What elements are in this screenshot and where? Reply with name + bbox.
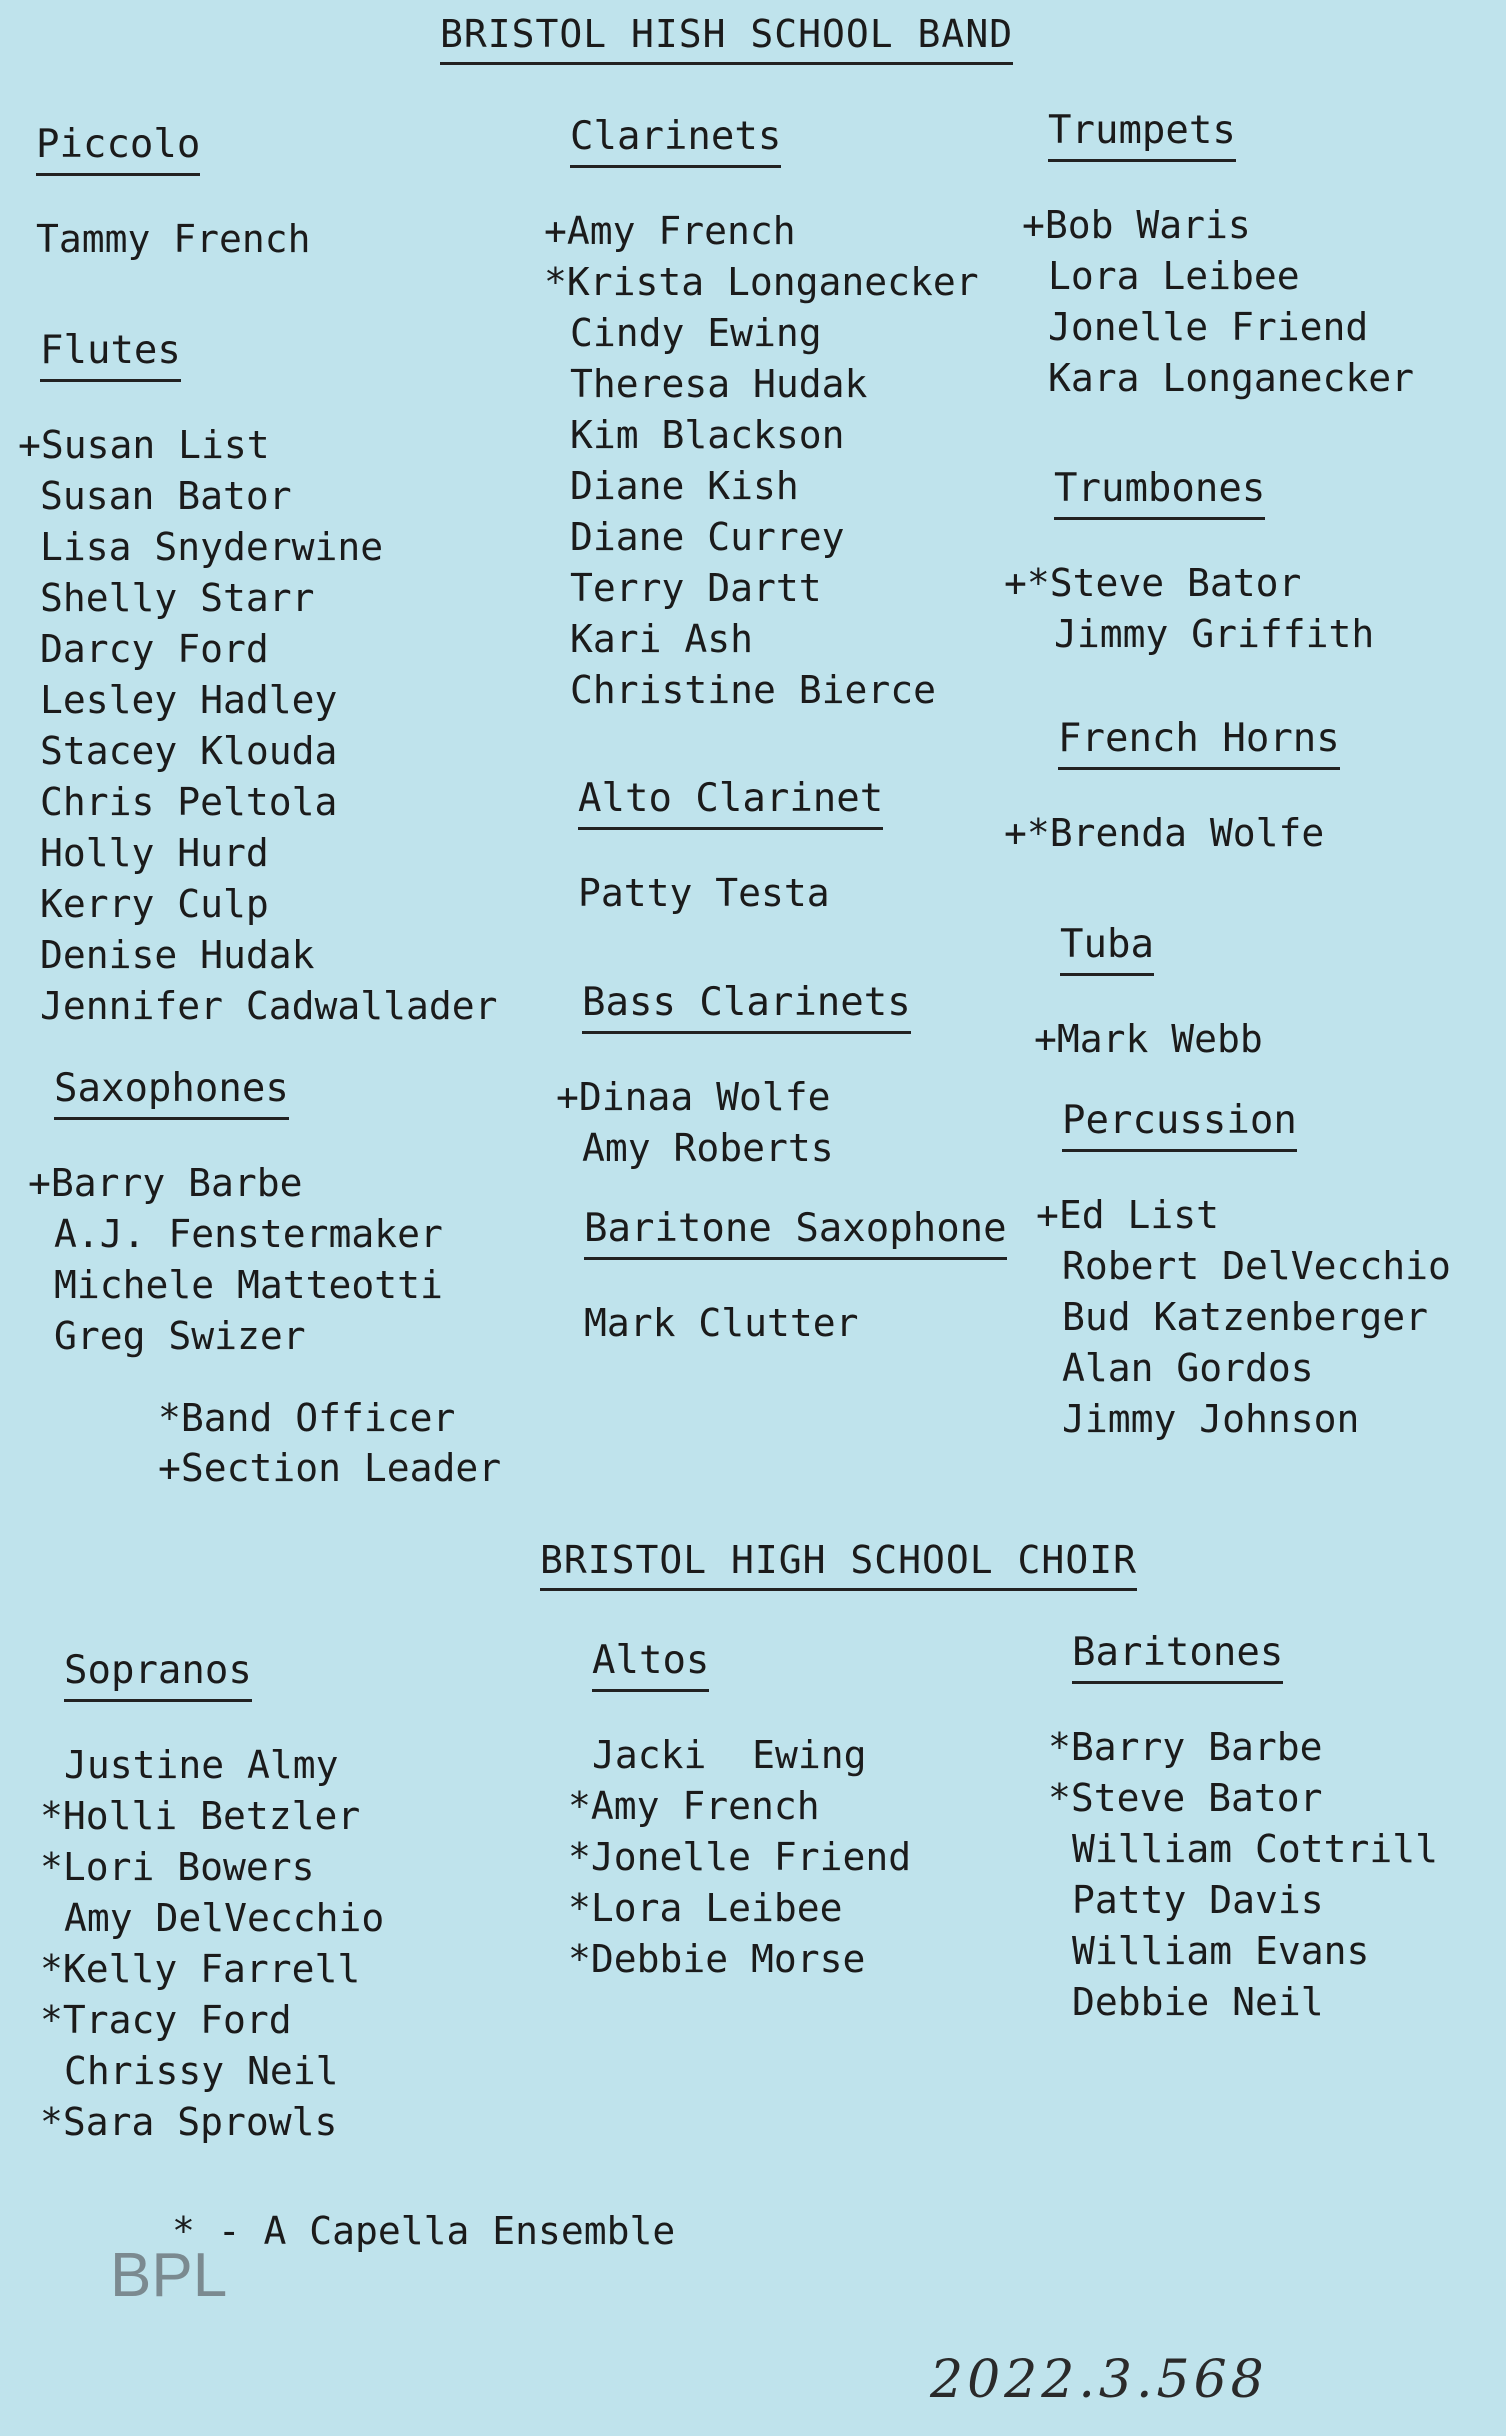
section-tuba — [1034, 922, 1263, 1065]
member-name: *Krista Longanecker — [544, 260, 979, 304]
member-name: Bud Katzenberger — [1062, 1295, 1429, 1339]
member-name: Greg Swizer — [54, 1314, 306, 1358]
legend-section-leader: +Section Leader — [158, 1446, 502, 1490]
member-name: Theresa Hudak — [570, 362, 868, 406]
member-name: William Cottrill — [1072, 1827, 1439, 1871]
member-name: *Tracy Ford — [40, 1998, 292, 2042]
member-name: *Steve Bator — [1048, 1776, 1323, 1820]
section-alto-clarinet — [578, 776, 883, 919]
section-trombones — [1004, 466, 1375, 660]
band-legend — [158, 1393, 501, 1493]
section-heading: Trumbones — [1054, 466, 1265, 520]
member-name: +Amy French — [544, 209, 796, 253]
choir-title: BRISTOL HIGH SCHOOL CHOIR — [540, 1538, 1137, 1591]
member-name: Diane Kish — [570, 464, 799, 508]
member-name: Jimmy Johnson — [1062, 1397, 1360, 1441]
section-french-horns — [1004, 716, 1340, 859]
section-heading: Alto Clarinet — [578, 776, 883, 830]
member-name: Susan Bator — [40, 474, 292, 518]
choir-legend: * - A Capella Ensemble — [172, 2209, 676, 2253]
member-name: *Debbie Morse — [568, 1937, 866, 1981]
member-name: Denise Hudak — [40, 933, 315, 977]
member-name: *Kelly Farrell — [40, 1947, 361, 1991]
section-baritones — [1048, 1630, 1439, 2028]
member-name: A.J. Fenstermaker — [54, 1212, 443, 1256]
member-name: Chris Peltola — [40, 780, 338, 824]
section-heading: Tuba — [1060, 922, 1154, 976]
member-name: Kerry Culp — [40, 882, 269, 926]
section-heading: Baritone Saxophone — [584, 1206, 1007, 1260]
member-name: William Evans — [1072, 1929, 1370, 1973]
member-name: Jacki Ewing — [592, 1733, 867, 1777]
member-name: *Jonelle Friend — [568, 1835, 912, 1879]
section-heading: Trumpets — [1048, 108, 1236, 162]
member-name: +Barry Barbe — [28, 1161, 303, 1205]
member-name: Darcy Ford — [40, 627, 269, 671]
section-sopranos — [40, 1648, 385, 2148]
section-bass-clarinets — [556, 980, 911, 1174]
member-name: Lesley Hadley — [40, 678, 338, 722]
member-name: Terry Dartt — [570, 566, 822, 610]
band-title: BRISTOL HISH SCHOOL BAND — [440, 12, 1013, 65]
legend-band-officer: *Band Officer — [158, 1396, 456, 1440]
member-name: *Lori Bowers — [40, 1845, 315, 1889]
member-name: Patty Davis — [1072, 1878, 1324, 1922]
section-clarinets — [544, 114, 979, 716]
member-name: Amy DelVecchio — [64, 1896, 385, 1940]
member-name: Amy Roberts — [582, 1126, 834, 1170]
member-name: +*Steve Bator — [1004, 561, 1302, 605]
member-name: *Sara Sprowls — [40, 2100, 338, 2144]
section-piccolo — [36, 122, 311, 265]
member-name: Lisa Snyderwine — [40, 525, 384, 569]
member-name: +Ed List — [1036, 1193, 1220, 1237]
member-name: Patty Testa — [578, 871, 830, 915]
section-heading: Baritones — [1072, 1630, 1283, 1684]
member-name: +*Brenda Wolfe — [1004, 811, 1325, 855]
section-heading: French Horns — [1058, 716, 1340, 770]
section-heading: Percussion — [1062, 1098, 1297, 1152]
member-name: *Barry Barbe — [1048, 1725, 1323, 1769]
member-name: Diane Currey — [570, 515, 845, 559]
member-name: Michele Matteotti — [54, 1263, 443, 1307]
member-name: Tammy French — [36, 217, 311, 261]
member-name: Shelly Starr — [40, 576, 315, 620]
member-name: Alan Gordos — [1062, 1346, 1314, 1390]
section-heading: Clarinets — [570, 114, 781, 168]
member-name: Kim Blackson — [570, 413, 845, 457]
section-heading: Altos — [592, 1638, 709, 1692]
section-heading: Sopranos — [64, 1648, 252, 1702]
member-name: Jonelle Friend — [1048, 305, 1369, 349]
section-heading: Saxophones — [54, 1066, 289, 1120]
member-name: Christine Bierce — [570, 668, 937, 712]
member-name: Jimmy Griffith — [1054, 612, 1375, 656]
accession-number: 2022.3.568 — [930, 2350, 1268, 2410]
member-name: Kari Ash — [570, 617, 754, 661]
section-heading: Bass Clarinets — [582, 980, 911, 1034]
section-heading: Piccolo — [36, 122, 200, 176]
library-stamp: BPL — [110, 2241, 228, 2310]
member-name: Chrissy Neil — [64, 2049, 339, 2093]
section-flutes — [18, 328, 498, 1032]
member-name: +Dinaa Wolfe — [556, 1075, 831, 1119]
section-saxophones — [28, 1066, 443, 1362]
member-name: Debbie Neil — [1072, 1980, 1324, 2024]
member-name: *Amy French — [568, 1784, 820, 1828]
section-trumpets — [1022, 108, 1415, 404]
member-name: Jennifer Cadwallader — [40, 984, 498, 1028]
section-percussion — [1036, 1098, 1451, 1445]
member-name: *Holli Betzler — [40, 1794, 361, 1838]
member-name: Justine Almy — [64, 1743, 339, 1787]
member-name: +Susan List — [18, 423, 270, 467]
member-name: Robert DelVecchio — [1062, 1244, 1451, 1288]
member-name: Kara Longanecker — [1048, 356, 1415, 400]
member-name: Stacey Klouda — [40, 729, 338, 773]
member-name: Holly Hurd — [40, 831, 269, 875]
member-name: Mark Clutter — [584, 1301, 859, 1345]
member-name: +Mark Webb — [1034, 1017, 1263, 1061]
section-baritone-saxophone — [584, 1206, 1007, 1349]
member-name: Lora Leibee — [1048, 254, 1300, 298]
member-name: Cindy Ewing — [570, 311, 822, 355]
member-name: *Lora Leibee — [568, 1886, 843, 1930]
section-heading: Flutes — [40, 328, 181, 382]
section-altos — [568, 1638, 912, 1985]
member-name: +Bob Waris — [1022, 203, 1251, 247]
